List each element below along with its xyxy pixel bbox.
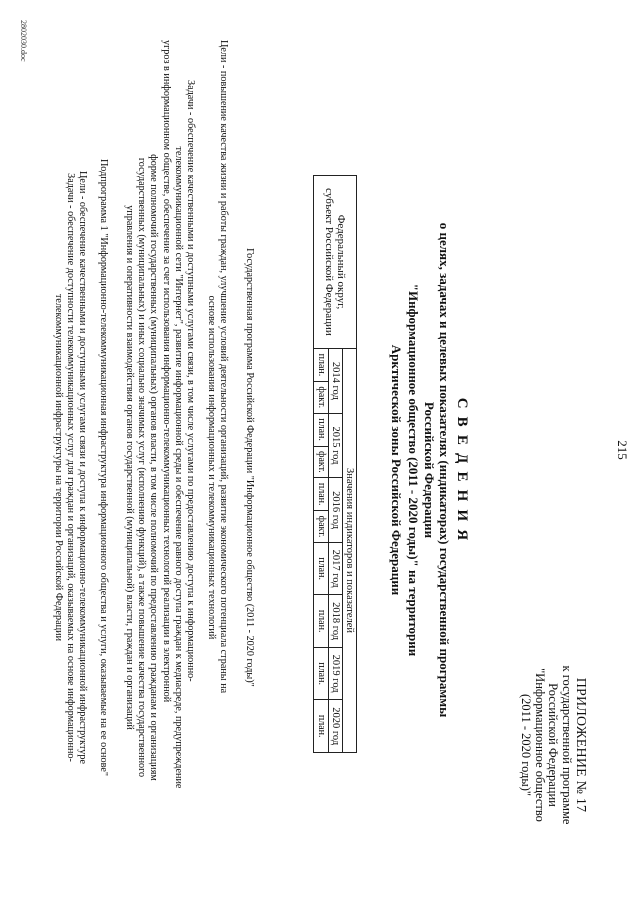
document-title <box>389 220 470 720</box>
tasks-line: форме полномочий государственных (муниципальных) органов власти, в том числе полномочий по предоставлению гражданам и организациям <box>148 154 160 781</box>
year-header: 2020 год <box>329 700 343 753</box>
appendix-header <box>519 595 588 895</box>
title-heading: С В Е Д Е Н И Я <box>454 397 470 543</box>
year-header: 2014 год <box>329 349 343 414</box>
document-file-code: 2802030.doc <box>19 20 28 62</box>
subprogram-goals: Цели - обеспечение качественными и доступными услугами связи и доступа к информационно-телекоммуникационной инфраструктуре <box>77 171 89 764</box>
appendix-line: Российской Федерации <box>546 683 561 807</box>
sub-header: факт. <box>314 381 329 413</box>
tasks-line: угроз в информационном обществе, обеспечение за счет использования информационно-телекоммуникационных технологий реализации в электронной <box>160 40 172 703</box>
year-header: 2018 год <box>329 595 343 648</box>
appendix-label: ПРИЛОЖЕНИЕ № 17 <box>573 677 588 813</box>
subprogram-title: Подпрограмма 1 "Информационно-телекоммуникационная инфраструктура информационного общества и услуги, оказываемые на ее основе" <box>98 158 110 777</box>
table-body-text <box>52 40 255 895</box>
sub-header: факт. <box>314 446 329 478</box>
goals-line: основе использования информационных и телекоммуникационных технологий <box>205 295 217 640</box>
subprogram-tasks-line: Задачи - обеспечение доступности телекоммуникационных услуг для граждан и организаций, оказываемых на основе информационно- <box>64 173 76 762</box>
year-header: 2015 год <box>329 413 343 478</box>
appendix-line: к государственной программе <box>560 665 574 825</box>
sub-header: факт. <box>314 511 329 543</box>
year-header: 2019 год <box>329 647 343 700</box>
year-header: 2016 год <box>329 478 343 543</box>
sub-header: план. <box>314 542 329 595</box>
sub-header: план. <box>314 478 329 511</box>
sub-header: план. <box>314 647 329 700</box>
title-line: о целях, задачах и целевых показателях (индикаторах) государственной программы Российской Федерации <box>422 222 452 718</box>
appendix-line: (2011 - 2020 годы)" <box>519 694 534 796</box>
tasks-line: Задачи - обеспечение качественными и доступными услугами связи, в том числе услугами по предоставлению доступа к информационно- <box>184 80 196 682</box>
indicator-table <box>313 175 357 753</box>
page-number: 215 <box>615 440 630 460</box>
sub-header: план. <box>314 413 329 446</box>
table-group-header: Значения индикаторов и показателей <box>343 349 357 753</box>
title-line: "Информационное общество (2011 - 2020 годы)" на территории <box>406 283 421 657</box>
year-header: 2017 год <box>329 542 343 595</box>
tasks-line: государственных (муниципальных) и иных социально значимых услуг (исполнению функций), а также повышение качества государственного <box>136 157 148 778</box>
table-left-header: Федеральный округ, субъект Российской Федерации <box>314 176 357 349</box>
tasks-line: управления и оперативности взаимодействия органов государственной (муниципальной) власти, граждан и организаций <box>124 205 136 730</box>
subprogram-tasks-line: телекоммуникационной инфраструктуры на территории Российской Федерации <box>52 293 64 642</box>
appendix-line: "Информационное общество <box>533 668 547 822</box>
sub-header: план. <box>314 349 329 382</box>
goals-line: Цели - повышение качества жизни и работы граждан, улучшение условий деятельности организаций, развитие экономического потенциала страны на <box>217 40 229 694</box>
sub-header: план. <box>314 595 329 648</box>
program-title: Государственная программа Российской Федерации "Информационное общество (2011 - 2020 годы)" <box>244 248 255 687</box>
title-line: Арктической зоны Российской Федерации <box>389 344 405 596</box>
sub-header: план. <box>314 700 329 753</box>
tasks-line: телекоммуникационной сети "Интернет", развитие информационной среды и обеспечение равного доступа граждан к медиасреде, предупреждение <box>172 146 184 789</box>
